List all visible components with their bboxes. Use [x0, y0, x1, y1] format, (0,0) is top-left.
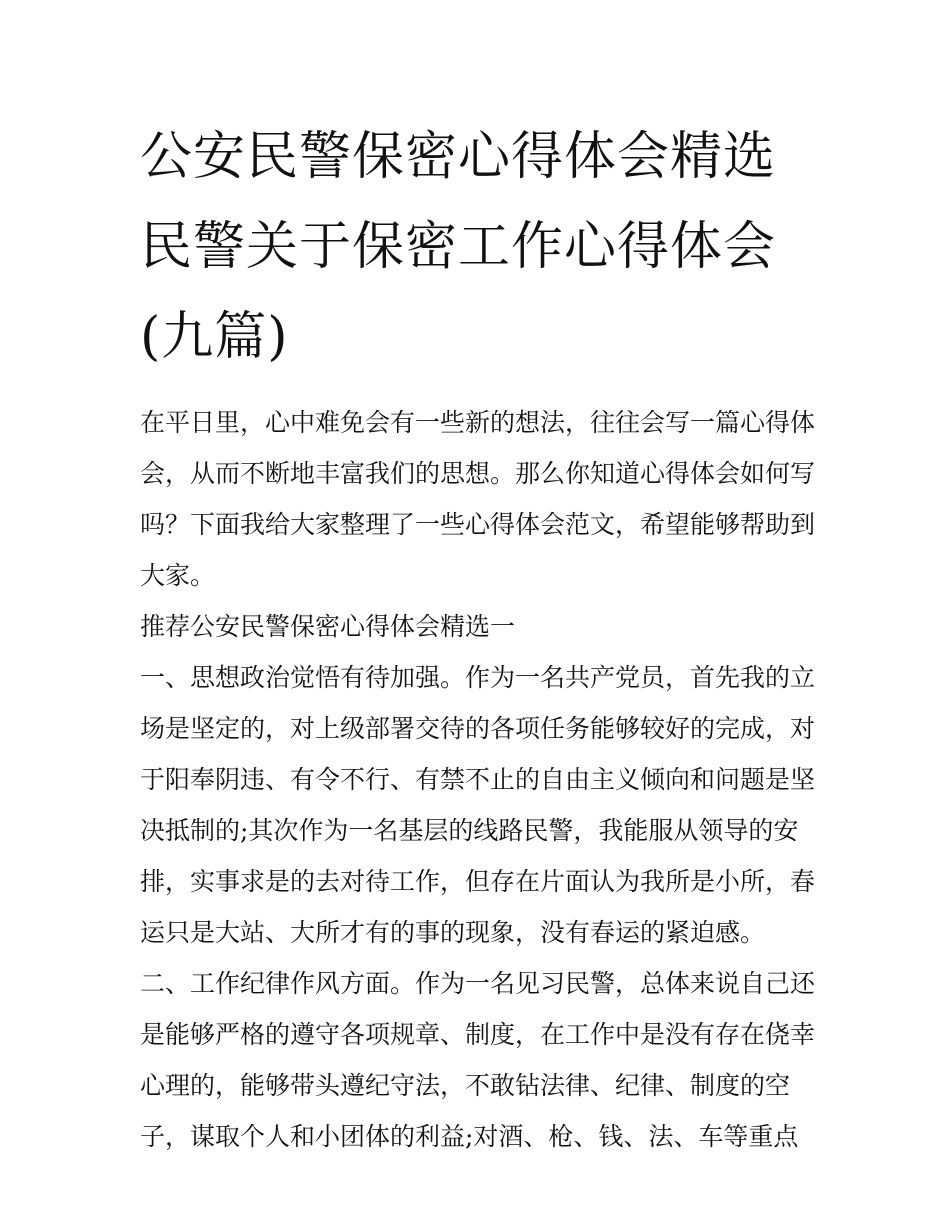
intro-paragraph: 在平日里，心中难免会有一些新的想法，往往会写一篇心得体会，从而不断地丰富我们的思想。那么你知道心得体会如何写吗？下面我给大家整理了一些心得体会范文，希望能够帮助到大家。 — [140, 408, 816, 590]
body-paragraph-1: 一、思想政治觉悟有待加强。作为一名共产党员，首先我的立场是坚定的，对上级部署交待的各项任务能够较好的完成，对于阳奉阴违、有令不行、有禁不止的自由主义倾向和问题是坚决抵制的;其次作为一名基层的线路民警，我能服从领导的安排，实事求是的去对待工作，但存在片面认为我所是小所，春运只是大站、大所才有的事的现象，没有春运的紧迫感。 — [140, 663, 816, 947]
section-heading: 推荐公安民警保密心得体会精选一 — [140, 612, 516, 641]
body-paragraph-2: 二、工作纪律作风方面。作为一名见习民警，总体来说自己还是能够严格的遵守各项规章、制度，在工作中是没有存在侥幸心理的，能够带头遵纪守法，不敢钻法律、纪律、制度的空子，谋取个人和小团体的利益;对酒、枪、钱、法、车等重点 — [140, 969, 816, 1151]
document-page — [140, 112, 820, 1162]
document-body — [140, 397, 820, 1162]
document-title: 公安民警保密心得体会精选 民警关于保密工作心得体会(九篇) — [140, 127, 777, 367]
